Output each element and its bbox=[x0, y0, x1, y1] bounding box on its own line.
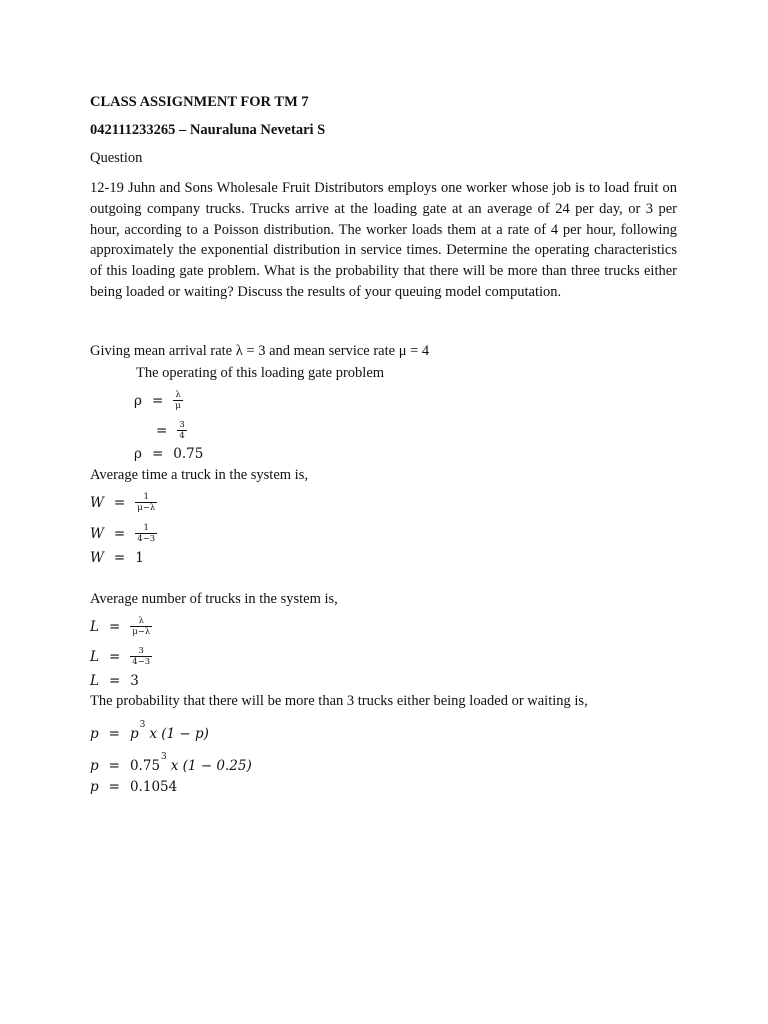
l-substitution-line bbox=[90, 646, 152, 667]
p-result: 0.1054 bbox=[129, 779, 178, 795]
w-formula-line bbox=[90, 492, 157, 513]
p-substitution-line bbox=[90, 752, 252, 774]
equals-sign: = bbox=[108, 726, 120, 742]
equals-sign: = bbox=[151, 446, 164, 462]
fraction bbox=[177, 420, 186, 441]
equals-sign: = bbox=[151, 392, 164, 409]
w-heading: Average time a truck in the system is, bbox=[90, 467, 308, 483]
operating-heading: The operating of this loading gate problem bbox=[136, 365, 385, 381]
p-expression-rest: x (1 − p) bbox=[149, 726, 209, 742]
p-formula-line bbox=[90, 720, 209, 742]
fraction-numerator: 1 bbox=[143, 523, 149, 533]
fraction-denominator: μ bbox=[175, 401, 181, 411]
rho-substitution-line bbox=[156, 420, 187, 441]
l-formula-line bbox=[90, 616, 152, 637]
fraction bbox=[135, 492, 157, 513]
fraction bbox=[135, 523, 157, 544]
p-expression-rest: x (1 − 0.25) bbox=[170, 758, 252, 774]
l-symbol: L bbox=[90, 673, 99, 689]
fraction-numerator: 3 bbox=[138, 646, 144, 656]
fraction-numerator: 1 bbox=[143, 492, 149, 502]
w-symbol: W bbox=[90, 525, 104, 542]
p-symbol: p bbox=[90, 726, 99, 742]
exponent: 3 bbox=[139, 720, 146, 730]
equals-sign: = bbox=[113, 525, 126, 542]
w-symbol: W bbox=[90, 494, 104, 511]
fraction bbox=[130, 646, 152, 667]
equals-sign: = bbox=[156, 422, 168, 439]
p-result-line bbox=[90, 779, 177, 795]
equals-sign: = bbox=[108, 779, 120, 795]
rho-symbol: ρ bbox=[134, 446, 142, 462]
p-base-value: 0.75 bbox=[129, 758, 161, 774]
equals-sign: = bbox=[108, 618, 121, 635]
w-substitution-line bbox=[90, 523, 157, 544]
w-result-line bbox=[90, 550, 144, 566]
rho-result-line bbox=[134, 446, 203, 462]
fraction-numerator: λ bbox=[175, 390, 181, 400]
student-id-name: 042111233265 – Nauraluna Nevetari S bbox=[90, 122, 326, 138]
fraction-denominator: μ−λ bbox=[137, 503, 156, 513]
exponent: 3 bbox=[161, 752, 167, 762]
fraction-numerator: 3 bbox=[179, 420, 185, 430]
assignment-title: CLASS ASSIGNMENT FOR TM 7 bbox=[90, 94, 309, 110]
p-symbol: p bbox=[90, 758, 99, 774]
equals-sign: = bbox=[113, 494, 126, 511]
fraction-denominator: 4−3 bbox=[132, 657, 151, 667]
p-symbol: p bbox=[90, 779, 99, 795]
equals-sign: = bbox=[113, 550, 126, 566]
equals-sign: = bbox=[108, 758, 120, 774]
fraction-denominator: μ−λ bbox=[132, 627, 151, 637]
giving-line: Giving mean arrival rate λ = 3 and mean service rate μ = 4 bbox=[90, 343, 430, 359]
p-base: p bbox=[129, 726, 139, 742]
l-symbol: L bbox=[90, 618, 99, 635]
fraction bbox=[130, 616, 152, 637]
rho-formula-line bbox=[134, 390, 183, 411]
fraction bbox=[173, 390, 183, 411]
rho-result: 0.75 bbox=[173, 446, 204, 462]
question-label: Question bbox=[90, 150, 143, 166]
question-paragraph: 12-19 Juhn and Sons Wholesale Fruit Distributors employs one worker whose job is to load fruit on outgoing company trucks. Trucks arrive at the loading gate at an average of 24 per day, or 3 per hour, according to a Poisson distribution. The worker loads them at a rate of 4 per hour, following approximately the exponential distribution in service times. Determine the operating characteristics of this loading gate problem. What is the probability that there will be more than three trucks either being loaded or waiting? Discuss the results of your queuing model computation. bbox=[90, 180, 677, 300]
fraction-denominator: 4 bbox=[179, 431, 185, 441]
l-symbol: L bbox=[90, 648, 99, 665]
fraction-denominator: 4−3 bbox=[137, 534, 156, 544]
l-heading: Average number of trucks in the system is, bbox=[90, 591, 338, 607]
w-result: 1 bbox=[135, 550, 144, 566]
equals-sign: = bbox=[108, 648, 121, 665]
l-result: 3 bbox=[130, 673, 139, 689]
rho-symbol: ρ bbox=[134, 392, 142, 409]
fraction-numerator: λ bbox=[138, 616, 144, 626]
equals-sign: = bbox=[108, 673, 121, 689]
l-result-line bbox=[90, 673, 139, 689]
p-heading: The probability that there will be more than 3 trucks either being loaded or waiting is, bbox=[90, 693, 588, 709]
w-symbol: W bbox=[90, 550, 104, 566]
